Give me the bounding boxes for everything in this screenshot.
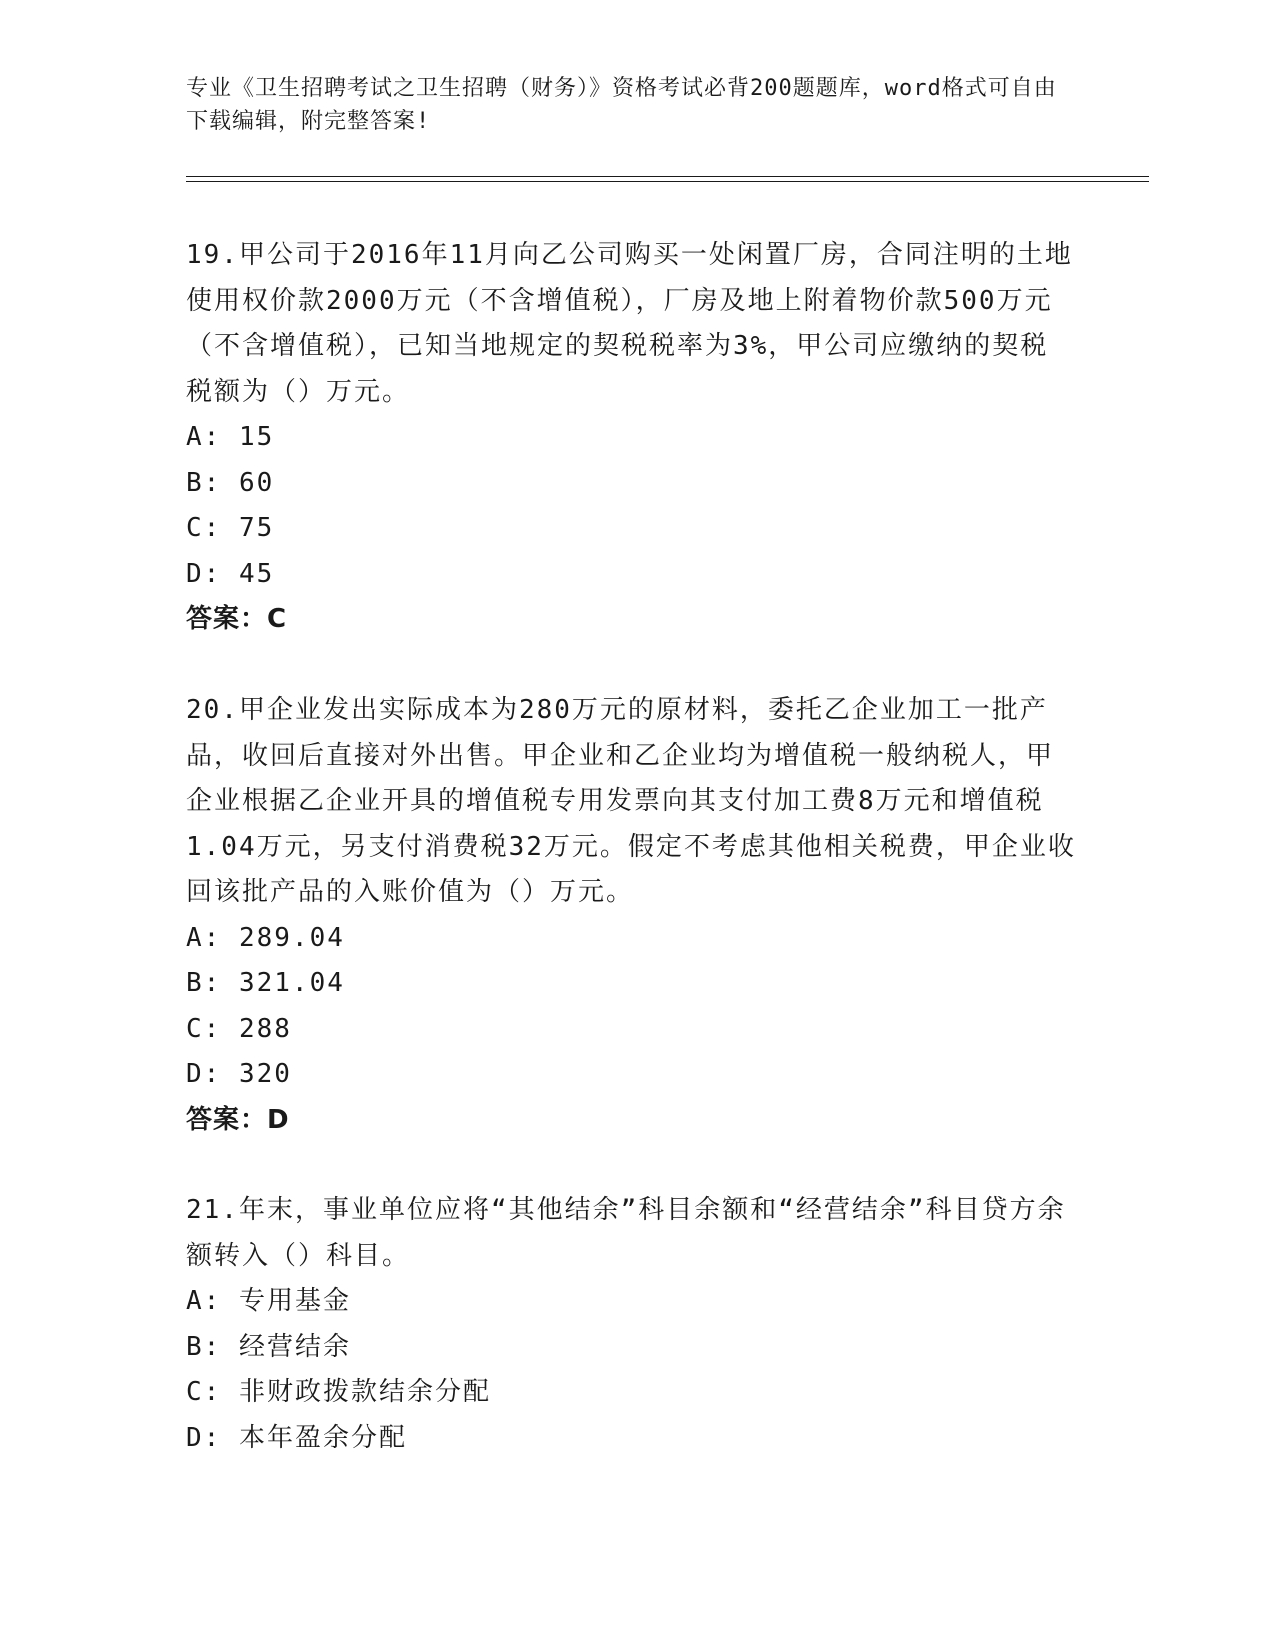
option-b: B: 321.04 bbox=[186, 968, 345, 998]
option-b: B: 经营结余 bbox=[186, 1331, 351, 1362]
question-stem: 21.年末，事业单位应将“其他结余”科目余额和“经营结余”科目贷方余额转入（）科目。 bbox=[186, 1195, 1066, 1271]
option-c: C: 75 bbox=[186, 513, 275, 543]
answer: 答案：C bbox=[186, 604, 288, 634]
option-d: D: 本年盈余分配 bbox=[186, 1422, 407, 1453]
option-c: C: 288 bbox=[186, 1013, 292, 1044]
option-d: D: 320 bbox=[186, 1059, 292, 1089]
answer: 答案：D bbox=[186, 1104, 290, 1135]
option-c: C: 非财政拨款结余分配 bbox=[186, 1377, 491, 1407]
option-b: B: 60 bbox=[186, 467, 275, 498]
question-stem: 19.甲公司于2016年11月向乙公司购买一处闲置厂房，合同注明的土地使用权价款2000万元（不含增值税），厂房及地上附着物价款500万元（不含增值税），已知当地规定的契税税率为3%，甲公司应缴纳的契税税额为（）万元。 bbox=[186, 240, 1073, 407]
option-a: A: 289.04 bbox=[186, 922, 345, 953]
question-21 bbox=[186, 1188, 1076, 1461]
option-d: D: 45 bbox=[186, 558, 275, 589]
option-a: A: 专用基金 bbox=[186, 1286, 351, 1316]
question-19 bbox=[186, 233, 1076, 643]
document-header: 专业《卫生招聘考试之卫生招聘（财务）》资格考试必背200题题库，word格式可自由下载编辑，附完整答案! bbox=[186, 76, 1057, 134]
header-divider-top bbox=[186, 176, 1149, 177]
question-20 bbox=[186, 688, 1076, 1143]
question-stem: 20.甲企业发出实际成本为280万元的原材料，委托乙企业加工一批产品，收回后直接对外出售。甲企业和乙企业均为增值税一般纳税人，甲企业根据乙企业开具的增值税专用发票向其支付加工费8万元和增值税1.04万元，另支付消费税32万元。假定不考虑其他相关税费，甲企业收回该批产品的入账价值为（）万元。 bbox=[186, 695, 1076, 907]
header-divider-bottom bbox=[186, 181, 1149, 182]
option-a: A: 15 bbox=[186, 422, 275, 452]
